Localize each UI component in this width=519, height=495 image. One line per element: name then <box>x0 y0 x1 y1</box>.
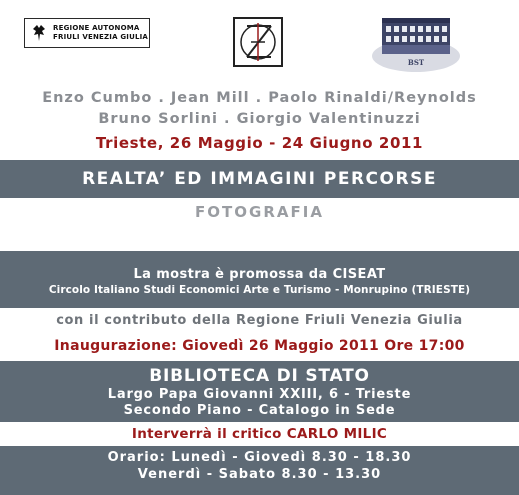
promoter-band <box>0 251 519 308</box>
contribution-text: con il contributo della Regione Friuli Venezia Giulia <box>56 313 463 328</box>
ciseat-logo-icon <box>233 17 283 67</box>
promoter-line-1: La mostra è promossa da CISEAT <box>133 267 386 282</box>
artists-line-1: Enzo Cumbo . Jean Mill . Paolo Rinaldi/Reynolds <box>42 90 477 106</box>
venue-band <box>0 361 519 422</box>
hours-line-1: Orario: Lunedì - Giovedì 8.30 - 18.30 <box>107 450 412 465</box>
region-logo <box>24 18 150 48</box>
critic-text: Interverrà il critico CARLO MILIC <box>131 426 388 442</box>
bst-logo-label: BST <box>407 58 425 67</box>
title-band <box>0 160 519 198</box>
region-logo-line1: REGIONE AUTONOMA <box>53 24 140 32</box>
venue-address: Largo Papa Giovanni XXIII, 6 - Trieste <box>107 387 412 402</box>
region-logo-line2: FRIULI VENEZIA GIULIA <box>53 33 149 41</box>
logo-header <box>0 0 519 84</box>
eagle-icon <box>31 23 47 43</box>
promoter-line-2: Circolo Italiano Studi Economici Arte e Turismo - Monrupino (TRIESTE) <box>48 284 471 296</box>
hours-line-2: Venerdì - Sabato 8.30 - 13.30 <box>137 467 382 482</box>
exhibition-title: REALTA’ ED IMMAGINI PERCORSE <box>82 169 437 189</box>
bst-logo-icon <box>370 12 462 74</box>
hours-band <box>0 446 519 495</box>
venue-floor: Secondo Piano - Catalogo in Sede <box>123 403 396 418</box>
artists-line-2: Bruno Sorlini . Giorgio Valentinuzzi <box>98 111 421 127</box>
exhibition-subtitle: FOTOGRAFIA <box>195 203 324 221</box>
exhibition-dates: Trieste, 26 Maggio - 24 Giugno 2011 <box>95 134 424 152</box>
inauguration-text: Inaugurazione: Giovedì 26 Maggio 2011 Ore 17:00 <box>54 338 465 354</box>
venue-name: BIBLIOTECA DI STATO <box>149 366 370 386</box>
